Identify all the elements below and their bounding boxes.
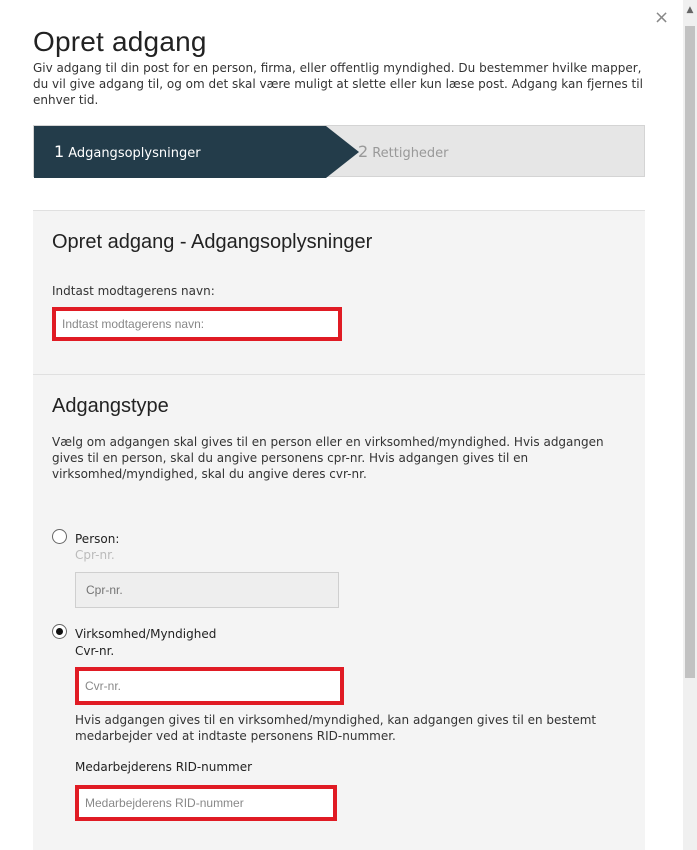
recipient-name-label: Indtast modtagerens navn: (52, 284, 215, 298)
access-info-title: Opret adgang - Adgangsoplysninger (52, 231, 373, 253)
scrollbar[interactable] (683, 0, 697, 850)
scroll-up-arrow-icon[interactable]: ▲ (686, 5, 694, 15)
step-1-label: Adgangsoplysninger (68, 146, 201, 161)
cpr-input[interactable] (75, 572, 339, 608)
step-2-number: 2 (358, 142, 369, 161)
company-radio[interactable] (52, 624, 67, 639)
access-type-description: Vælg om adgangen skal gives til en person eller en virksomhed/myndighed. Hvis adgangen gives til en person, skal du angive personens cpr-nr. Hvis adgangen gives til en virksomhed/myndighed, skal du angive deres cvr-nr. (52, 435, 604, 481)
step-2[interactable] (358, 126, 449, 178)
rid-label: Medarbejderens RID-nummer (75, 760, 253, 774)
person-radio[interactable] (52, 529, 67, 544)
page-title: Opret adgang (33, 26, 207, 57)
step-2-label: Rettigheder (372, 146, 449, 161)
person-radio-label: Person: (75, 532, 120, 546)
rid-hint: Hvis adgangen gives til en virksomhed/myndighed, kan adgangen gives til en bestemt medarbejder ved at indtaste personens RID-nummer. (75, 713, 597, 743)
cvr-input[interactable] (75, 667, 344, 705)
access-type-title: Adgangstype (52, 395, 169, 417)
cpr-label: Cpr-nr. (75, 548, 115, 562)
access-type-panel (33, 374, 645, 850)
page-subtitle: Giv adgang til din post for en person, firma, eller offentlig myndighed. Du bestemmer hvilke mapper, du vil give adgang til, og om det skal være muligt at slette eller kun læse post. Adgang kan fjernes til enhver tid. (33, 61, 643, 107)
recipient-name-input[interactable] (52, 307, 342, 341)
step-1[interactable] (54, 126, 201, 178)
step-1-number: 1 (54, 142, 65, 161)
rid-input[interactable] (75, 785, 337, 821)
wizard-stepper (33, 125, 645, 177)
company-radio-label: Virksomhed/Myndighed (75, 627, 217, 641)
close-icon[interactable]: × (654, 7, 670, 28)
access-info-panel (33, 210, 645, 374)
scrollbar-thumb[interactable] (685, 26, 695, 678)
cvr-label: Cvr-nr. (75, 644, 115, 658)
